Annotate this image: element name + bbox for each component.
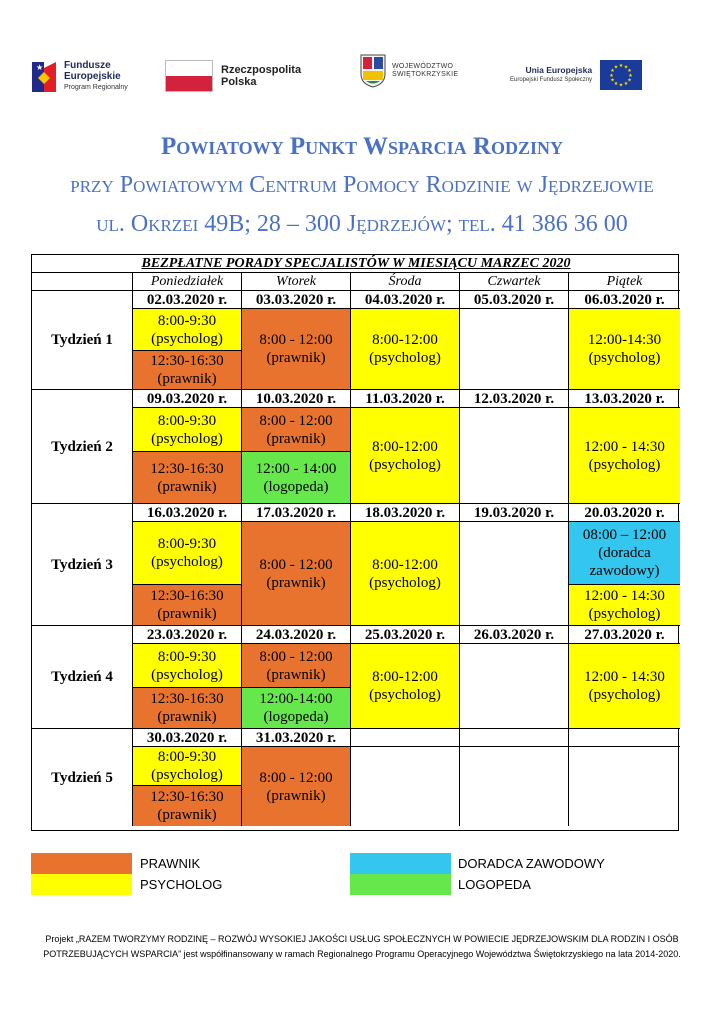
prawnik-slot: 8:00 - 12:00 (prawnik) xyxy=(242,522,351,626)
svg-text:★: ★ xyxy=(613,81,619,87)
prawnik-slot: 12:30-16:30 (prawnik) xyxy=(133,688,242,729)
page-title: Powiatowy Punkt Wsparcia Rodziny xyxy=(161,133,563,160)
rp-line-1: Rzeczpospolita xyxy=(221,64,302,76)
date-cell xyxy=(351,729,460,747)
date-cell: 09.03.2020 r. xyxy=(133,390,242,408)
schedule-table xyxy=(31,254,679,831)
date-cell: 04.03.2020 r. xyxy=(351,291,460,309)
date-cell: 25.03.2020 r. xyxy=(351,626,460,644)
psycholog-slot: 8:00-9:30 (psycholog) xyxy=(133,522,242,585)
prawnik-slot: 8:00 - 12:00 (prawnik) xyxy=(242,408,351,452)
doradca-slot: 08:00 – 12:00 (doradca zawodowy) xyxy=(569,522,680,585)
prawnik-slot: 12:30-16:30 (prawnik) xyxy=(133,786,242,826)
logo-bar xyxy=(0,52,724,108)
svg-text:★: ★ xyxy=(623,64,629,71)
date-cell: 26.03.2020 r. xyxy=(460,626,569,644)
address-line: ul. Okrzei 49B; 28 – 300 Jędrzejów; tel. 41 386 36 00 xyxy=(96,211,628,237)
week-label: Tydzień 4 xyxy=(32,626,133,729)
date-cell: 06.03.2020 r. xyxy=(569,291,680,309)
date-cell: 02.03.2020 r. xyxy=(133,291,242,309)
fe-title-2: Europejskie xyxy=(64,70,121,82)
legend-swatch-logopeda xyxy=(350,874,451,895)
empty-slot xyxy=(460,522,569,626)
prawnik-slot: 8:00 - 12:00 (prawnik) xyxy=(242,309,351,390)
date-cell: 10.03.2020 r. xyxy=(242,390,351,408)
date-cell: 19.03.2020 r. xyxy=(460,504,569,522)
week-label: Tydzień 1 xyxy=(32,291,133,390)
date-cell: 17.03.2020 r. xyxy=(242,504,351,522)
date-cell: 05.03.2020 r. xyxy=(460,291,569,309)
ue-title: Unia Europejska xyxy=(525,65,593,75)
psycholog-slot: 8:00-9:30 (psycholog) xyxy=(133,408,242,452)
legend-swatch-psycholog xyxy=(31,874,132,895)
empty-slot xyxy=(460,644,569,729)
fundusze-europejskie-logo xyxy=(30,58,128,94)
week-label: Tydzień 5 xyxy=(32,729,133,826)
psycholog-slot: 8:00-12:00 (psycholog) xyxy=(351,408,460,504)
date-cell: 20.03.2020 r. xyxy=(569,504,680,522)
svg-text:★: ★ xyxy=(610,77,615,84)
fe-title-1: Fundusze xyxy=(64,59,111,71)
psycholog-slot: 12:00 - 14:30 (psycholog) xyxy=(569,585,680,626)
week-label: Tydzień 2 xyxy=(32,390,133,504)
unia-europejska-logo xyxy=(510,60,642,90)
legend-label-doradca: DORADCA ZAWODOWY xyxy=(458,856,605,871)
empty-slot xyxy=(569,747,680,826)
empty-slot xyxy=(460,309,569,390)
prawnik-slot: 8:00 - 12:00 (prawnik) xyxy=(242,747,351,826)
date-cell: 18.03.2020 r. xyxy=(351,504,460,522)
date-cell: 23.03.2020 r. xyxy=(133,626,242,644)
eu-flag-icon xyxy=(600,60,642,90)
prawnik-slot: 12:30-16:30 (prawnik) xyxy=(133,452,242,504)
date-cell: 27.03.2020 r. xyxy=(569,626,680,644)
svg-text:★: ★ xyxy=(613,64,619,71)
prawnik-slot: 12:30-16:30 (prawnik) xyxy=(133,351,242,390)
date-cell: 13.03.2020 r. xyxy=(569,390,680,408)
psycholog-slot: 12:00-14:30 (psycholog) xyxy=(569,309,680,390)
date-cell xyxy=(569,729,680,747)
date-cell: 31.03.2020 r. xyxy=(242,729,351,747)
psycholog-slot: 12:00 - 14:30 (psycholog) xyxy=(569,644,680,729)
date-cell xyxy=(460,729,569,747)
svg-text:★: ★ xyxy=(618,63,624,69)
psycholog-slot: 8:00-12:00 (psycholog) xyxy=(351,644,460,729)
rp-line-2: Polska xyxy=(221,76,257,88)
prawnik-slot: 12:30-16:30 (prawnik) xyxy=(133,585,242,626)
empty-slot xyxy=(460,408,569,504)
svg-text:★: ★ xyxy=(628,73,633,79)
logopeda-slot: 12:00-14:00 (logopeda) xyxy=(242,688,351,729)
psycholog-slot: 8:00-12:00 (psycholog) xyxy=(351,309,460,390)
polish-flag-icon xyxy=(165,60,213,92)
psycholog-slot: 8:00-9:30 (psycholog) xyxy=(133,747,242,786)
day-header: Czwartek xyxy=(460,273,569,291)
legend-swatch-prawnik xyxy=(31,853,132,874)
svg-text:★: ★ xyxy=(623,81,629,87)
psycholog-slot: 12:00 - 14:30 (psycholog) xyxy=(569,408,680,504)
svg-text:★: ★ xyxy=(627,77,632,84)
svg-text:★: ★ xyxy=(609,73,614,79)
date-cell: 24.03.2020 r. xyxy=(242,626,351,644)
ws-line-2: ŚWIĘTOKRZYSKIE xyxy=(392,71,459,78)
logopeda-slot: 12:00 - 14:00 (logopeda) xyxy=(242,452,351,504)
project-footnote: Projekt „RAZEM TWORZYMY RODZINĘ – ROZWÓJ WYSOKIEJ JAKOŚCI USŁUG SPOŁECZNYCH W POWIECIE JĘDRZEJOWSKIM DLA RODZIN I OSÓB POTRZEBUJĄCYCH WSPARCIA” jest współfinansowany w ramach Regionalnego Programu Operacyjnego Województwa Świętokrzyskiego na lata 2014-2020. xyxy=(43,934,681,959)
legend-swatch-doradca xyxy=(350,853,451,874)
psycholog-slot: 8:00-9:30 (psycholog) xyxy=(133,644,242,688)
empty-slot xyxy=(351,747,460,826)
svg-text:★: ★ xyxy=(618,82,624,89)
legend-label-psycholog: PSYCHOLOG xyxy=(140,877,223,892)
wojewodztwo-logo xyxy=(360,54,458,88)
date-cell: 12.03.2020 r. xyxy=(460,390,569,408)
date-cell: 16.03.2020 r. xyxy=(133,504,242,522)
empty-slot xyxy=(460,747,569,826)
svg-text:★: ★ xyxy=(36,63,44,72)
ue-subtitle: Europejski Fundusz Społeczny xyxy=(510,77,593,83)
day-header: Piątek xyxy=(569,273,680,291)
svg-text:★: ★ xyxy=(627,68,632,74)
week-label: Tydzień 3 xyxy=(32,504,133,626)
prawnik-slot: 8:00 - 12:00 (prawnik) xyxy=(242,644,351,688)
fundusze-europejskie-icon xyxy=(30,58,58,94)
rzeczpospolita-logo xyxy=(165,60,301,92)
day-header: Środa xyxy=(351,273,460,291)
date-cell: 11.03.2020 r. xyxy=(351,390,460,408)
date-cell: 03.03.2020 r. xyxy=(242,291,351,309)
corner-cell xyxy=(32,273,133,291)
coat-of-arms-icon xyxy=(360,54,386,88)
ws-line-1: WOJEWÓDZTWO xyxy=(392,63,454,70)
date-cell: 30.03.2020 r. xyxy=(133,729,242,747)
page-subtitle: przy Powiatowym Centrum Pomocy Rodzinie w Jędrzejowie xyxy=(70,172,654,198)
svg-text:★: ★ xyxy=(610,68,615,74)
psycholog-slot: 8:00-12:00 (psycholog) xyxy=(351,522,460,626)
legend-label-logopeda: LOGOPEDA xyxy=(458,877,531,892)
legend-label-prawnik: PRAWNIK xyxy=(140,856,201,871)
day-header: Wtorek xyxy=(242,273,351,291)
schedule-header: BEZPŁATNE PORADY SPECJALISTÓW W MIESIĄCU MARZEC 2020 xyxy=(32,255,680,273)
psycholog-slot: 8:00-9:30 (psycholog) xyxy=(133,309,242,351)
day-header: Poniedziałek xyxy=(133,273,242,291)
fe-subtitle: Program Regionalny xyxy=(64,83,128,91)
